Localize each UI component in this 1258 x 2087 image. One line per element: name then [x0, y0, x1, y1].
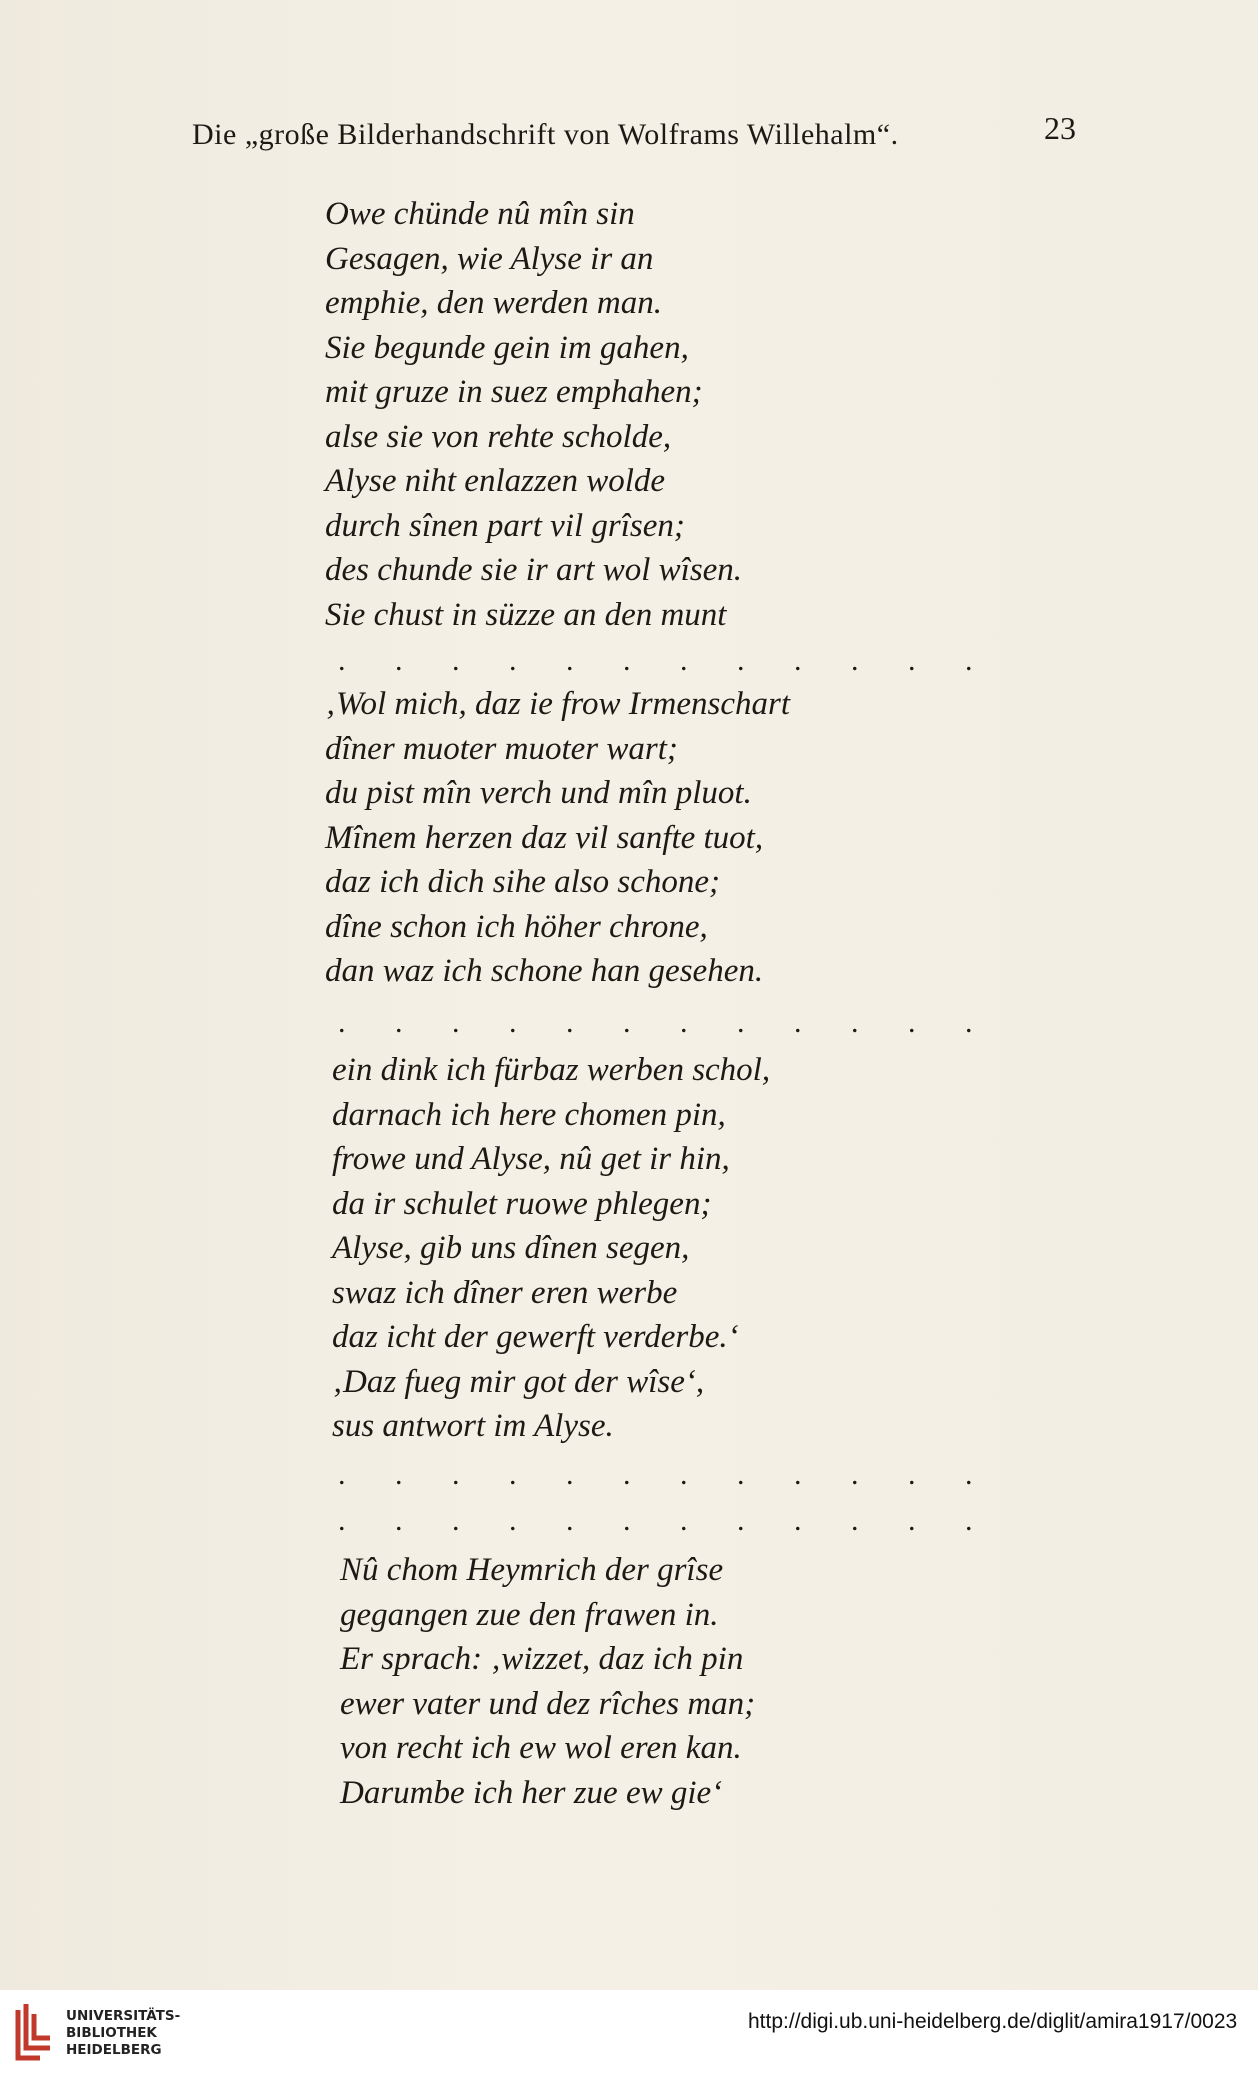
verse-line: Darumbe ich her zue ew gie‘ [340, 1774, 723, 1811]
permalink-url[interactable]: http://digi.ub.uni-heidelberg.de/diglit/amira1917/0023 [748, 2010, 1238, 2033]
verse-line: swaz ich dîner eren werbe [332, 1274, 678, 1311]
verse-line: Er sprach: ‚wizzet, daz ich pin [340, 1641, 744, 1677]
verse-line: alse sie von rehte scholde, [325, 418, 672, 455]
verse-line: dîne schon ich höher chrone, [325, 908, 708, 945]
verse-line: daz icht der gewerft verderbe.‘ [332, 1319, 739, 1355]
verse-line: mit gruze in suez emphahen; [325, 374, 703, 410]
verse-line: Alyse, gib uns dînen segen, [332, 1230, 690, 1266]
verse-line: du pist mîn verch und mîn pluot. [325, 775, 752, 811]
verse-line: sus antwort im Alyse. [332, 1408, 614, 1444]
running-title: Die „große Bilderhandschrift von Wolframs Willehalm“. [192, 118, 899, 151]
verse-line: ein dink ich fürbaz werben schol, [332, 1052, 771, 1088]
verse-line: von recht ich ew wol eren kan. [340, 1730, 742, 1766]
bleed-through-text [880, 250, 887, 292]
verse-line: Gesagen, wie Alyse ir an [325, 240, 654, 277]
verse-line: ‚Daz fueg mir got der wîse‘, [332, 1363, 705, 1400]
verse-line: Owe chünde nû mîn sin [325, 196, 635, 232]
verse-line: gegangen zue den frawen in. [340, 1596, 719, 1633]
ellipsis-row: . . . . . . . . . . . . [338, 1458, 994, 1491]
verse-stanza-4 [340, 1548, 755, 1815]
verse-line: ewer vater und dez rîches man; [340, 1685, 756, 1722]
verse-line: Sie chust in süzze an den munt [325, 596, 727, 633]
library-name-line: HEIDELBERG [66, 2042, 162, 2058]
verse-line: daz ich dich sihe also schone; [325, 864, 721, 900]
verse-line: dan waz ich schone han gesehen. [325, 953, 764, 989]
library-name [66, 2008, 180, 2059]
verse-stanza-3 [332, 1048, 770, 1449]
verse-line: emphie, den werden man. [325, 285, 662, 321]
ellipsis-row: . . . . . . . . . . . . [338, 1006, 994, 1039]
verse-line: Mînem herzen daz vil sanfte tuot, [325, 819, 764, 856]
verse-stanza-1 [325, 192, 742, 637]
ellipsis-row: . . . . . . . . . . . . [338, 1504, 994, 1537]
verse-line: dîner muoter muoter wart; [325, 730, 678, 767]
verse-line: durch sînen part vil grîsen; [325, 507, 685, 544]
verse-stanza-2 [325, 682, 790, 994]
verse-line: Alyse niht enlazzen wolde [325, 463, 666, 499]
library-name-line: UNIVERSITÄTS- [66, 2008, 181, 2024]
page-number: 23 [1044, 110, 1076, 146]
verse-line: frowe und Alyse, nû get ir hin, [332, 1141, 730, 1177]
verse-line: ‚Wol mich, daz ie frow Irmenschart [325, 686, 791, 722]
verse-line: Sie begunde gein im gahen, [325, 329, 689, 366]
library-name-line: BIBLIOTHEK [66, 2025, 157, 2041]
verse-line: da ir schulet ruowe phlegen; [332, 1185, 712, 1222]
verse-line: darnach ich here chomen pin, [332, 1096, 726, 1133]
verse-line: Nû chom Heymrich der grîse [340, 1552, 724, 1588]
ellipsis-row: . . . . . . . . . . . . [338, 644, 994, 677]
library-logo-icon [10, 2000, 56, 2064]
viewer-footer [0, 1990, 1258, 2087]
verse-line: des chunde sie ir art wol wîsen. [325, 552, 743, 588]
